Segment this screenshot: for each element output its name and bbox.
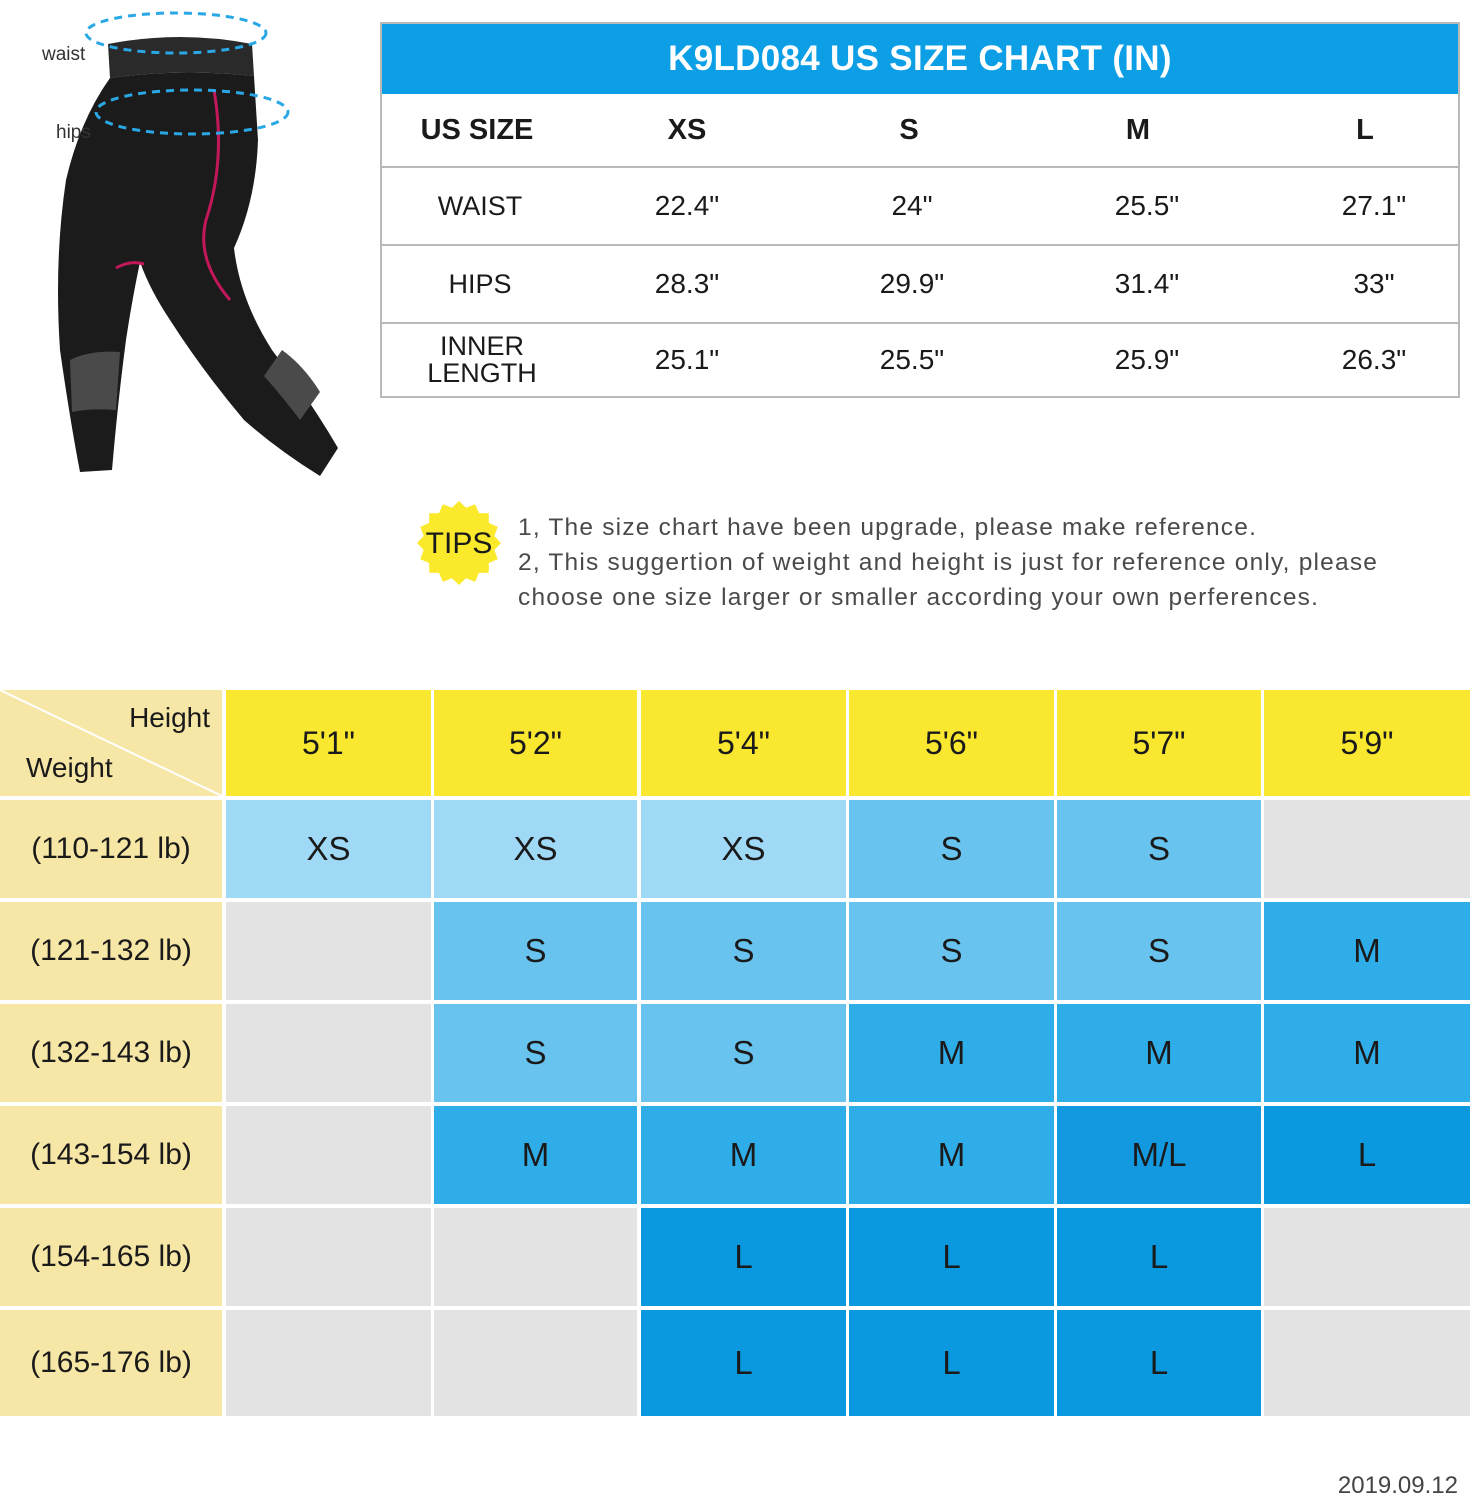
weight-header: (110-121 lb) [0, 800, 222, 898]
tip-line-3: choose one size larger or smaller according your own perferences. [518, 584, 1320, 611]
size-cell: L [641, 1310, 846, 1416]
hips-row [382, 246, 1458, 322]
size-cell: M [1057, 1004, 1261, 1102]
weight-header: (121-132 lb) [0, 902, 222, 1000]
waist-xs: 22.4" [654, 190, 720, 221]
height-header: 5'9" [1264, 690, 1470, 796]
tips-badge [416, 500, 502, 586]
hips-label: hips [56, 122, 91, 143]
header-us-size: US SIZE [420, 113, 534, 146]
weight-header: (154-165 lb) [0, 1208, 222, 1306]
size-cell [1264, 1208, 1470, 1306]
size-header-row [382, 94, 1458, 166]
size-cell [226, 902, 431, 1000]
height-header: 5'7" [1057, 690, 1261, 796]
inner-length-label-line2: LENGTH [427, 358, 537, 388]
waist-row [382, 168, 1458, 244]
size-cell: S [641, 902, 846, 1000]
header-l: L [1356, 113, 1374, 146]
hips-m: 31.4" [1114, 268, 1180, 299]
size-cell: M [849, 1004, 1054, 1102]
height-header: 5'2" [434, 690, 637, 796]
size-cell: L [1057, 1208, 1261, 1306]
tips-badge-text: TIPS [425, 527, 493, 560]
inner-length-row [382, 324, 1458, 396]
size-cell [226, 1106, 431, 1204]
size-cell: L [641, 1208, 846, 1306]
height-header: 5'1" [226, 690, 431, 796]
height-header: 5'6" [849, 690, 1054, 796]
size-cell: S [849, 800, 1054, 898]
grid-corner [0, 690, 222, 796]
size-cell [434, 1310, 637, 1416]
size-cell: L [849, 1208, 1054, 1306]
size-cell [1264, 1310, 1470, 1416]
header-s: S [899, 113, 919, 146]
inner-length-m: 25.9" [1114, 344, 1180, 375]
size-cell [434, 1208, 637, 1306]
size-cell [226, 1208, 431, 1306]
us-size-chart [380, 22, 1460, 398]
size-cell: M [434, 1106, 637, 1204]
size-cell: M [849, 1106, 1054, 1204]
header-xs: XS [667, 113, 707, 146]
corner-weight-label: Weight [26, 752, 113, 783]
size-cell: M [1264, 1004, 1470, 1102]
size-cell: L [1264, 1106, 1470, 1204]
size-cell: M/L [1057, 1106, 1261, 1204]
tips-burst-icon [416, 500, 502, 586]
size-cell: L [1057, 1310, 1261, 1416]
hips-s: 29.9" [879, 268, 945, 299]
inner-length-row-label [382, 324, 582, 396]
waist-label: waist [42, 44, 86, 65]
inner-length-l: 26.3" [1341, 344, 1407, 375]
size-cell [226, 1310, 431, 1416]
size-cell: S [434, 902, 637, 1000]
pants-illustration [20, 0, 360, 490]
tips-text [518, 510, 1458, 615]
tip-line-1: 1, The size chart have been upgrade, please make reference. [518, 514, 1258, 541]
waist-m: 25.5" [1114, 190, 1180, 221]
size-cell [226, 1004, 431, 1102]
size-cell: XS [434, 800, 637, 898]
size-cell: M [1264, 902, 1470, 1000]
hips-xs: 28.3" [654, 268, 720, 299]
header-m: M [1125, 113, 1151, 146]
size-cell: S [1057, 902, 1261, 1000]
waist-s: 24" [891, 190, 933, 221]
size-cell: XS [641, 800, 846, 898]
size-cell: L [849, 1310, 1054, 1416]
size-cell: XS [226, 800, 431, 898]
height-header: 5'4" [641, 690, 846, 796]
inner-length-xs: 25.1" [654, 344, 720, 375]
hips-l: 33" [1353, 268, 1395, 299]
size-cell: S [641, 1004, 846, 1102]
tip-line-2: 2, This suggertion of weight and height is just for reference only, please [518, 549, 1379, 576]
size-cell: S [434, 1004, 637, 1102]
weight-header: (165-176 lb) [0, 1310, 222, 1416]
height-weight-size-grid [0, 690, 1476, 1418]
size-cell: S [849, 902, 1054, 1000]
size-cell [1264, 800, 1470, 898]
corner-height-label: Height [129, 702, 210, 733]
weight-header: (132-143 lb) [0, 1004, 222, 1102]
size-cell: S [1057, 800, 1261, 898]
leggings-image [20, 0, 360, 490]
waist-l: 27.1" [1341, 190, 1407, 221]
size-chart-title: K9LD084 US SIZE CHART (IN) [382, 24, 1458, 94]
inner-length-s: 25.5" [879, 344, 945, 375]
weight-header: (143-154 lb) [0, 1106, 222, 1204]
inner-length-label-line1: INNER [439, 331, 524, 361]
date-stamp: 2019.09.12 [1337, 1472, 1458, 1499]
waist-row-label: WAIST [437, 190, 523, 221]
hips-row-label: HIPS [448, 268, 512, 299]
size-cell: M [641, 1106, 846, 1204]
